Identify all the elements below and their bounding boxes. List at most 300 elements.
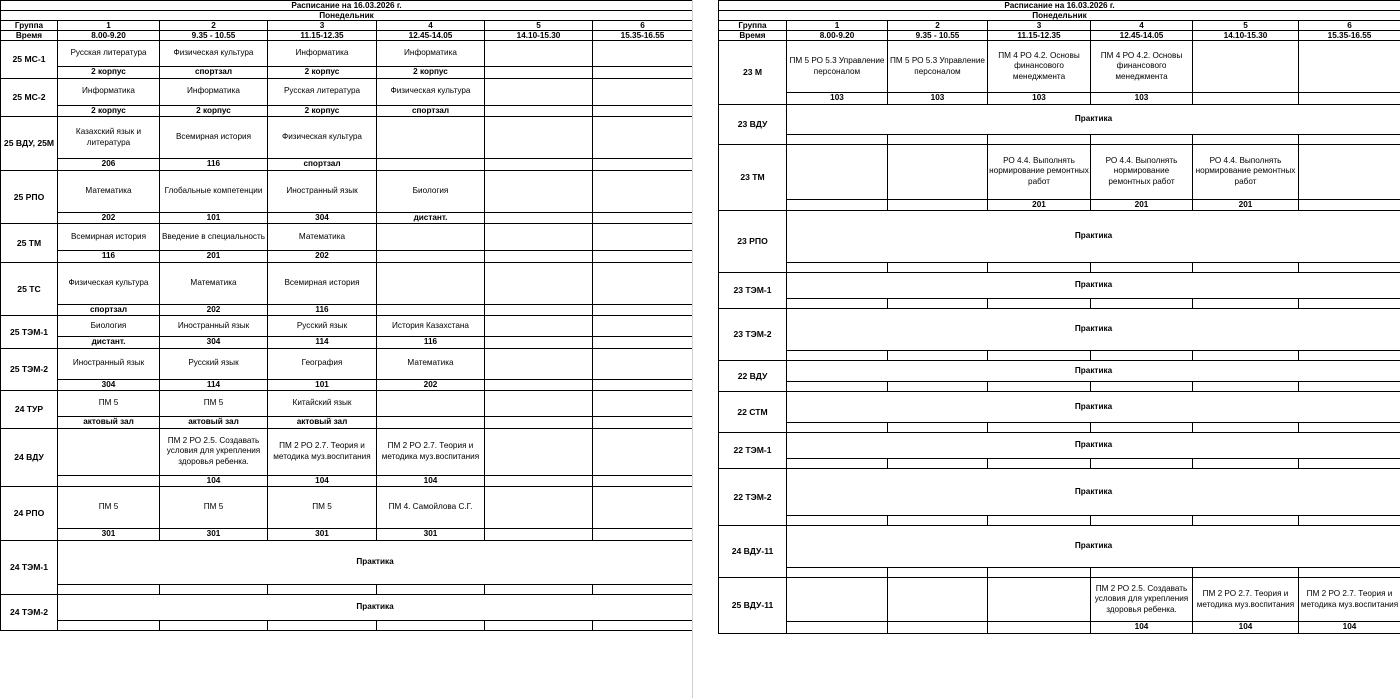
- group-row: [1, 224, 693, 251]
- subject-cell: [377, 262, 485, 304]
- subject-cell: ПМ 5: [160, 487, 268, 529]
- room-cell: [787, 382, 888, 392]
- subject-cell: [593, 428, 693, 475]
- room-cell: спортзал: [377, 105, 485, 117]
- room-row: [1, 304, 693, 316]
- room-cell: 301: [268, 529, 377, 541]
- room-cell: [787, 199, 888, 211]
- room-cell: [1299, 199, 1400, 211]
- room-cell: [593, 417, 693, 429]
- room-cell: [485, 529, 593, 541]
- group-name: 23 ТЭМ-1: [719, 273, 787, 309]
- group-header: Группа: [719, 21, 787, 31]
- group-name: 25 ТМ: [1, 224, 58, 263]
- schedule-sheet-right: [718, 0, 1400, 634]
- room-cell: [1299, 263, 1400, 273]
- room-cell: [485, 159, 593, 171]
- pair-number: 3: [988, 21, 1091, 31]
- group-row: [719, 392, 1400, 423]
- room-cell: [888, 622, 988, 634]
- room-cell: [485, 620, 593, 630]
- group-row: [719, 104, 1400, 134]
- time-slot: 8.00-9.20: [58, 31, 160, 41]
- room-cell: [1299, 134, 1400, 144]
- pair-number: 6: [1299, 21, 1400, 31]
- subject-cell: РО 4.4. Выполнять нормирование ремонтных работ: [1091, 144, 1193, 199]
- room-cell: [485, 105, 593, 117]
- room-cell: [1299, 459, 1400, 469]
- practice-cell: Практика: [787, 361, 1400, 382]
- room-cell: [1091, 516, 1193, 526]
- room-cell: [485, 337, 593, 349]
- time-header: Время: [1, 31, 58, 41]
- room-cell: [888, 568, 988, 578]
- subject-cell: Информатика: [160, 78, 268, 105]
- room-cell: [787, 459, 888, 469]
- subject-cell: [485, 41, 593, 67]
- pair-number: 6: [593, 21, 693, 31]
- practice-cell: Практика: [787, 469, 1400, 516]
- subject-cell: [593, 78, 693, 105]
- group-row: [719, 211, 1400, 263]
- room-cell: дистант.: [58, 337, 160, 349]
- subject-cell: Математика: [160, 262, 268, 304]
- pair-number: 1: [58, 21, 160, 31]
- sheet-divider: [692, 0, 719, 698]
- group-row: [719, 578, 1400, 622]
- pair-number: 4: [377, 21, 485, 31]
- subject-cell: ПМ 2 РО 2.7. Теория и методика муз.воспитания: [1299, 578, 1400, 622]
- room-cell: [888, 263, 988, 273]
- group-name: 25 ТС: [1, 262, 58, 316]
- subject-cell: [485, 117, 593, 159]
- group-name: 24 ТЭМ-1: [1, 540, 58, 594]
- subject-cell: ПМ 5: [58, 487, 160, 529]
- subject-cell: [787, 578, 888, 622]
- subject-cell: [485, 316, 593, 337]
- subject-cell: Китайский язык: [268, 391, 377, 417]
- group-row: [719, 41, 1400, 93]
- subject-cell: ПМ 4. Самойлова С.Г.: [377, 487, 485, 529]
- group-row: [1, 594, 693, 620]
- room-cell: [1193, 459, 1299, 469]
- room-cell: актовый зал: [268, 417, 377, 429]
- practice-cell: Практика: [58, 594, 693, 620]
- subject-cell: ПМ 2 РО 2.5. Создавать условия для укрепления здоровья ребенка.: [1091, 578, 1193, 622]
- subject-cell: РО 4.4. Выполнять нормирование ремонтных работ: [988, 144, 1091, 199]
- subject-cell: Информатика: [58, 78, 160, 105]
- subject-cell: Информатика: [377, 41, 485, 67]
- subject-cell: ПМ 5 РО 5.3 Управление персоналом: [787, 41, 888, 93]
- group-name: 22 ТЭМ-2: [719, 469, 787, 526]
- subject-cell: Биология: [58, 316, 160, 337]
- subject-cell: [787, 144, 888, 199]
- room-cell: 201: [988, 199, 1091, 211]
- room-cell: [1091, 134, 1193, 144]
- room-cell: [787, 622, 888, 634]
- room-cell: [787, 134, 888, 144]
- room-cell: 116: [160, 159, 268, 171]
- practice-cell: Практика: [787, 104, 1400, 134]
- pair-number: 4: [1091, 21, 1193, 31]
- room-cell: [988, 459, 1091, 469]
- group-row: [1, 41, 693, 67]
- day-row: [1, 11, 693, 21]
- subject-cell: Математика: [377, 348, 485, 379]
- group-row: [719, 526, 1400, 568]
- room-cell: [1193, 134, 1299, 144]
- subject-cell: Русская литература: [58, 41, 160, 67]
- room-cell: [485, 212, 593, 224]
- room-cell: [787, 516, 888, 526]
- room-cell: [988, 516, 1091, 526]
- title-row: [719, 1, 1400, 11]
- room-cell: 116: [58, 251, 160, 263]
- group-row: [1, 428, 693, 475]
- subject-cell: Информатика: [268, 41, 377, 67]
- room-row: [719, 299, 1400, 309]
- room-row: [1, 584, 693, 594]
- group-name: 24 ТУР: [1, 391, 58, 429]
- subject-cell: Всемирная история: [268, 262, 377, 304]
- room-row: [1, 475, 693, 487]
- room-row: [719, 93, 1400, 105]
- room-cell: 114: [268, 337, 377, 349]
- subject-cell: [377, 224, 485, 251]
- room-cell: [988, 351, 1091, 361]
- subject-cell: ПМ 2 РО 2.7. Теория и методика муз.воспитания: [268, 428, 377, 475]
- subject-cell: Математика: [58, 170, 160, 212]
- time-slot: 12.45-14.05: [377, 31, 485, 41]
- practice-cell: Практика: [787, 433, 1400, 459]
- practice-cell: Практика: [787, 309, 1400, 351]
- subject-cell: [377, 117, 485, 159]
- group-name: 23 ТМ: [719, 144, 787, 211]
- room-row: [1, 105, 693, 117]
- group-name: 25 МС-2: [1, 78, 58, 117]
- group-row: [1, 262, 693, 304]
- subject-cell: [485, 78, 593, 105]
- subject-cell: Иностранный язык: [268, 170, 377, 212]
- time-slot: 15.35-16.55: [1299, 31, 1400, 41]
- room-cell: 2 корпус: [377, 67, 485, 79]
- practice-cell: Практика: [787, 273, 1400, 299]
- subject-cell: [988, 578, 1091, 622]
- room-cell: [888, 134, 988, 144]
- room-cell: 101: [160, 212, 268, 224]
- room-row: [1, 379, 693, 391]
- subject-cell: [485, 428, 593, 475]
- pair-number: 2: [888, 21, 988, 31]
- room-cell: 202: [377, 379, 485, 391]
- room-cell: [58, 475, 160, 487]
- group-row: [1, 170, 693, 212]
- room-cell: спортзал: [268, 159, 377, 171]
- group-name: 25 ВДУ, 25М: [1, 117, 58, 171]
- room-row: [1, 337, 693, 349]
- room-cell: [1299, 516, 1400, 526]
- room-cell: [988, 263, 1091, 273]
- subject-cell: [1193, 41, 1299, 93]
- room-cell: 104: [1193, 622, 1299, 634]
- group-name: 24 РПО: [1, 487, 58, 541]
- room-cell: 103: [888, 93, 988, 105]
- group-name: 22 ВДУ: [719, 361, 787, 392]
- time-slot: 11.15-12.35: [988, 31, 1091, 41]
- room-cell: [1091, 263, 1193, 273]
- room-cell: [160, 620, 268, 630]
- room-cell: 104: [268, 475, 377, 487]
- day-name: Понедельник: [1, 11, 693, 21]
- room-cell: 2 корпус: [268, 105, 377, 117]
- room-cell: 202: [58, 212, 160, 224]
- room-cell: [988, 134, 1091, 144]
- room-cell: [268, 620, 377, 630]
- room-cell: 103: [1091, 93, 1193, 105]
- room-cell: [888, 423, 988, 433]
- room-row: [719, 134, 1400, 144]
- subject-cell: Русский язык: [160, 348, 268, 379]
- room-cell: 202: [268, 251, 377, 263]
- subject-cell: Биология: [377, 170, 485, 212]
- room-cell: [1193, 568, 1299, 578]
- subject-cell: РО 4.4. Выполнять нормирование ремонтных работ: [1193, 144, 1299, 199]
- group-row: [719, 309, 1400, 351]
- room-cell: [485, 251, 593, 263]
- time-row: [719, 31, 1400, 41]
- subject-cell: ПМ 4 РО 4.2. Основы финансового менеджмента: [988, 41, 1091, 93]
- subject-cell: [377, 391, 485, 417]
- time-slot: 14.10-15.30: [485, 31, 593, 41]
- room-row: [1, 159, 693, 171]
- room-cell: 101: [268, 379, 377, 391]
- room-cell: [888, 382, 988, 392]
- room-cell: [988, 299, 1091, 309]
- room-row: [719, 199, 1400, 211]
- pair-number: 5: [1193, 21, 1299, 31]
- subject-cell: Глобальные компетенции: [160, 170, 268, 212]
- room-cell: 304: [268, 212, 377, 224]
- group-name: 25 ТЭМ-2: [1, 348, 58, 391]
- room-cell: 104: [1299, 622, 1400, 634]
- practice-cell: Практика: [787, 392, 1400, 423]
- subject-cell: ПМ 2 РО 2.5. Создавать условия для укрепления здоровья ребенка.: [160, 428, 268, 475]
- room-cell: [988, 568, 1091, 578]
- room-cell: [377, 159, 485, 171]
- group-name: 25 ТЭМ-1: [1, 316, 58, 349]
- group-name: 25 МС-1: [1, 41, 58, 79]
- subject-cell: [593, 487, 693, 529]
- room-cell: [888, 351, 988, 361]
- room-cell: [485, 417, 593, 429]
- schedule-table-left: [0, 0, 693, 631]
- room-cell: [1299, 299, 1400, 309]
- subject-cell: [58, 428, 160, 475]
- group-name: 24 ВДУ-11: [719, 526, 787, 578]
- room-row: [719, 568, 1400, 578]
- room-row: [719, 459, 1400, 469]
- room-cell: [593, 379, 693, 391]
- room-cell: спортзал: [160, 67, 268, 79]
- room-cell: 114: [160, 379, 268, 391]
- room-cell: 103: [988, 93, 1091, 105]
- subject-cell: [593, 170, 693, 212]
- room-cell: 2 корпус: [160, 105, 268, 117]
- time-slot: 12.45-14.05: [1091, 31, 1193, 41]
- subject-cell: [593, 262, 693, 304]
- room-cell: [593, 212, 693, 224]
- room-row: [719, 423, 1400, 433]
- room-cell: 304: [160, 337, 268, 349]
- subject-cell: ПМ 2 РО 2.7. Теория и методика муз.воспитания: [1193, 578, 1299, 622]
- subject-cell: [485, 348, 593, 379]
- group-row: [1, 391, 693, 417]
- subject-cell: [485, 487, 593, 529]
- group-header: Группа: [1, 21, 58, 31]
- group-row: [1, 316, 693, 337]
- group-row: [719, 273, 1400, 299]
- room-cell: [377, 584, 485, 594]
- room-cell: [787, 263, 888, 273]
- room-cell: [593, 159, 693, 171]
- room-cell: [1299, 568, 1400, 578]
- room-cell: 116: [268, 304, 377, 316]
- time-slot: 9.35 - 10.55: [888, 31, 988, 41]
- schedule-title: Расписание на 16.03.2026 г.: [1, 1, 693, 11]
- group-name: 23 ВДУ: [719, 104, 787, 144]
- room-cell: [1091, 382, 1193, 392]
- room-cell: 104: [160, 475, 268, 487]
- time-header: Время: [719, 31, 787, 41]
- subject-cell: [593, 117, 693, 159]
- room-cell: 301: [160, 529, 268, 541]
- room-cell: [1299, 351, 1400, 361]
- subject-cell: [485, 224, 593, 251]
- room-cell: [58, 584, 160, 594]
- day-name: Понедельник: [719, 11, 1400, 21]
- subject-cell: ПМ 2 РО 2.7. Теория и методика муз.воспитания: [377, 428, 485, 475]
- subject-cell: Русский язык: [268, 316, 377, 337]
- subject-cell: [593, 316, 693, 337]
- room-cell: [787, 351, 888, 361]
- practice-cell: Практика: [787, 526, 1400, 568]
- room-cell: [1193, 299, 1299, 309]
- subject-cell: Всемирная история: [58, 224, 160, 251]
- subject-cell: [888, 144, 988, 199]
- room-cell: [593, 475, 693, 487]
- time-row: [1, 31, 693, 41]
- room-cell: [988, 382, 1091, 392]
- room-cell: [485, 67, 593, 79]
- subject-cell: [593, 348, 693, 379]
- subject-cell: Иностранный язык: [160, 316, 268, 337]
- room-row: [719, 516, 1400, 526]
- room-cell: [1193, 516, 1299, 526]
- group-row: [719, 469, 1400, 516]
- room-cell: 304: [58, 379, 160, 391]
- room-row: [719, 622, 1400, 634]
- group-row: [1, 117, 693, 159]
- room-cell: 116: [377, 337, 485, 349]
- room-cell: [1091, 423, 1193, 433]
- room-cell: 201: [1193, 199, 1299, 211]
- group-row: [719, 433, 1400, 459]
- room-cell: [787, 568, 888, 578]
- group-name: 22 ТЭМ-1: [719, 433, 787, 469]
- room-cell: 2 корпус: [58, 105, 160, 117]
- room-row: [1, 529, 693, 541]
- room-cell: [485, 584, 593, 594]
- room-cell: [593, 584, 693, 594]
- room-row: [719, 382, 1400, 392]
- room-cell: [58, 620, 160, 630]
- room-cell: актовый зал: [58, 417, 160, 429]
- room-cell: 201: [1091, 199, 1193, 211]
- pair-number: 2: [160, 21, 268, 31]
- room-cell: [988, 622, 1091, 634]
- group-name: 24 ВДУ: [1, 428, 58, 487]
- room-cell: [593, 337, 693, 349]
- subject-cell: Физическая культура: [58, 262, 160, 304]
- group-row: [1, 487, 693, 529]
- room-cell: [1091, 299, 1193, 309]
- pair-number: 1: [787, 21, 888, 31]
- subject-cell: ПМ 4 РО 4.2. Основы финансового менеджмента: [1091, 41, 1193, 93]
- subject-cell: Физическая культура: [268, 117, 377, 159]
- pair-number-row: [1, 21, 693, 31]
- subject-cell: Русская литература: [268, 78, 377, 105]
- room-cell: [1193, 423, 1299, 433]
- room-row: [719, 263, 1400, 273]
- group-row: [1, 348, 693, 379]
- room-row: [1, 212, 693, 224]
- room-cell: [1193, 93, 1299, 105]
- subject-cell: [1299, 144, 1400, 199]
- room-cell: [593, 304, 693, 316]
- room-cell: 104: [377, 475, 485, 487]
- room-cell: 301: [377, 529, 485, 541]
- room-cell: [1091, 568, 1193, 578]
- room-row: [1, 620, 693, 630]
- group-row: [1, 78, 693, 105]
- subject-cell: [485, 262, 593, 304]
- subject-cell: [485, 391, 593, 417]
- title-row: [1, 1, 693, 11]
- room-cell: 301: [58, 529, 160, 541]
- room-cell: актовый зал: [160, 417, 268, 429]
- room-row: [1, 67, 693, 79]
- pair-number-row: [719, 21, 1400, 31]
- group-name: 23 РПО: [719, 211, 787, 273]
- subject-cell: Физическая культура: [160, 41, 268, 67]
- subject-cell: Математика: [268, 224, 377, 251]
- room-cell: [377, 620, 485, 630]
- group-name: 23 М: [719, 41, 787, 105]
- room-cell: [888, 299, 988, 309]
- subject-cell: [888, 578, 988, 622]
- subject-cell: ПМ 5: [268, 487, 377, 529]
- group-name: 23 ТЭМ-2: [719, 309, 787, 361]
- room-cell: [377, 251, 485, 263]
- room-row: [1, 417, 693, 429]
- day-row: [719, 11, 1400, 21]
- schedule-table-right: [718, 0, 1400, 634]
- subject-cell: Физическая культура: [377, 78, 485, 105]
- subject-cell: [593, 224, 693, 251]
- group-name: 25 РПО: [1, 170, 58, 224]
- room-cell: 104: [1091, 622, 1193, 634]
- practice-cell: Практика: [58, 540, 693, 584]
